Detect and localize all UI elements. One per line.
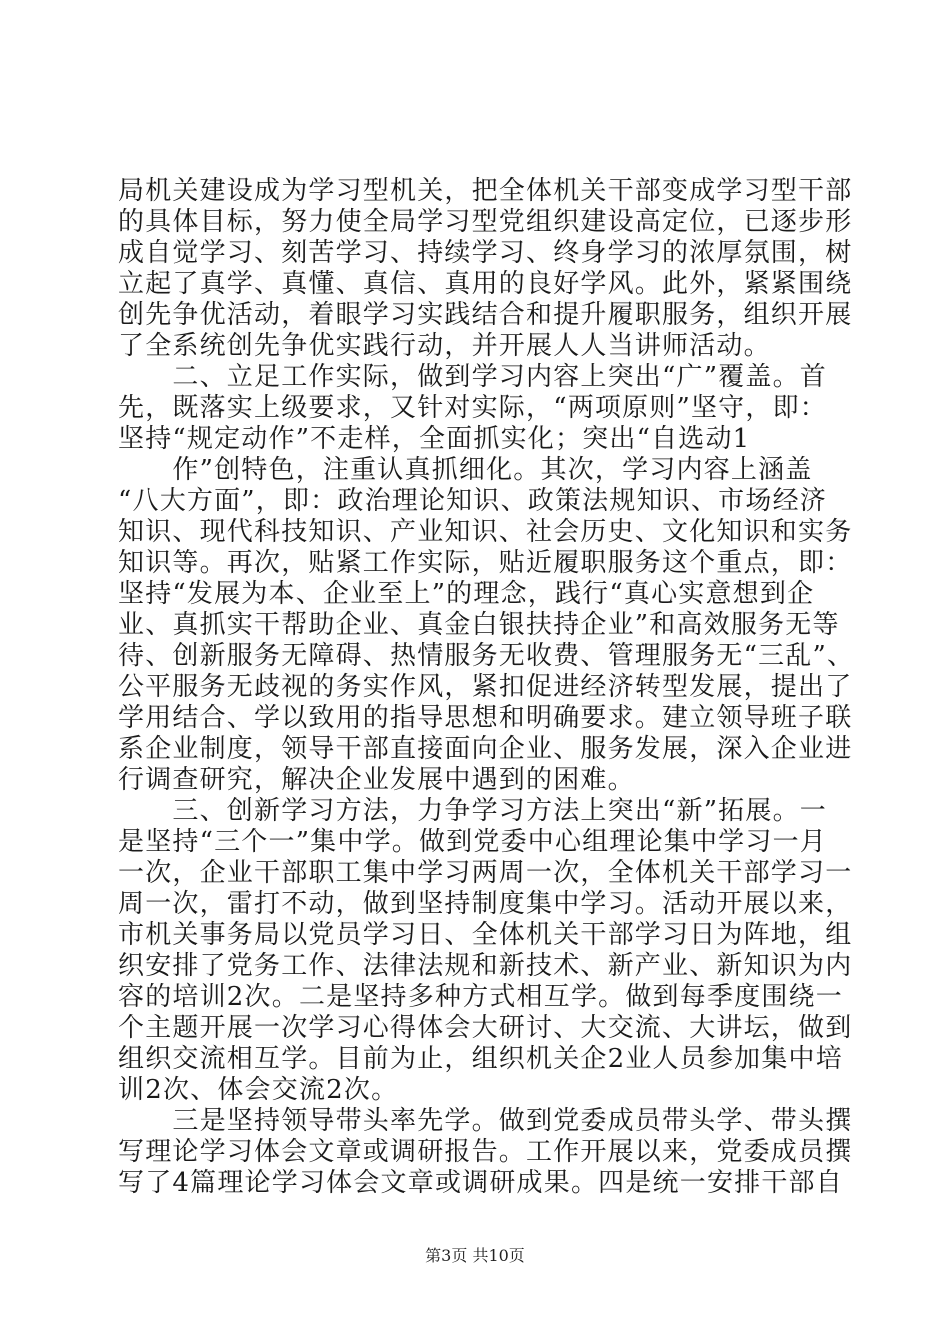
text-line: 行调查研究，解决企业发展中遇到的困难。 (118, 765, 635, 795)
text-line: 成自觉学习、刻苦学习、持续学习、终身学习的浓厚氛围，树 (118, 238, 853, 268)
text-line: 写了4篇理论学习体会文章或调研成果。四是统一安排干部自 (118, 1168, 843, 1198)
text-line: 创先争优活动，着眼学习实践结合和提升履职服务，组织开展 (118, 300, 853, 330)
text-line: 写理论学习体会文章或调研报告。工作开展以来，党委成员撰 (118, 1137, 853, 1167)
text-line: 作”创特色，注重认真抓细化。其次，学习内容上涵盖 (118, 455, 813, 485)
text-line: 是坚持“三个一”集中学。做到党委中心组理论集中学习一月 (118, 827, 827, 857)
text-line: 待、创新服务无障碍、热情服务无收费、管理服务无“三乱”、 (118, 641, 855, 671)
text-line: 了全系统创先争优实践行动，并开展人人当讲师活动。 (118, 331, 771, 361)
text-line: 组织交流相互学。目前为止，组织机关企2业人员参加集中培 (118, 1044, 843, 1074)
text-line: 公平服务无歧视的务实作风，紧扣促进经济转型发展，提出了 (118, 672, 853, 702)
page-number-footer: 第3页 共10页 (425, 1246, 525, 1265)
text-line: 知识、现代科技知识、产业知识、社会历史、文化知识和实务 (118, 517, 853, 547)
text-line: 的具体目标，努力使全局学习型党组织建设高定位，已逐步形 (118, 207, 853, 237)
text-line: 训2次、体会交流2次。 (118, 1075, 399, 1105)
text-line: 容的培训2次。二是坚持多种方式相互学。做到每季度围绕一 (118, 982, 843, 1012)
text-line: 坚持“规定动作”不走样，全面抓实化；突出“自选动1 (118, 424, 751, 454)
text-line: 周一次，雷打不动，做到坚持制度集中学习。活动开展以来， (118, 889, 853, 919)
text-line: 个主题开展一次学习心得体会大研讨、大交流、大讲坛，做到 (118, 1013, 853, 1043)
text-line: 三是坚持领导带头率先学。做到党委成员带头学、带头撰 (118, 1106, 853, 1136)
text-line: 市机关事务局以党员学习日、全体机关干部学习日为阵地，组 (118, 920, 853, 950)
text-line: 局机关建设成为学习型机关，把全体机关干部变成学习型干部 (118, 176, 853, 206)
text-line: 知识等。再次，贴紧工作实际，贴近履职服务这个重点，即： (118, 548, 853, 578)
text-line: 坚持“发展为本、企业至上”的理念，践行“真心实意想到企 (118, 579, 815, 609)
text-line: “八大方面”，即：政治理论知识、政策法规知识、市场经济 (118, 486, 827, 516)
text-line: 织安排了党务工作、法律法规和新技术、新产业、新知识为内 (118, 951, 853, 981)
text-line: 先，既落实上级要求，又针对实际，“两项原则”坚守，即： (118, 393, 827, 423)
text-line: 二、立足工作实际，做到学习内容上突出“广”覆盖。首 (118, 362, 827, 392)
text-line: 三、创新学习方法，力争学习方法上突出“新”拓展。一 (118, 796, 827, 826)
text-line: 一次，企业干部职工集中学习两周一次，全体机关干部学习一 (118, 858, 853, 888)
text-line: 系企业制度，领导干部直接面向企业、服务发展，深入企业进 (118, 734, 853, 764)
text-line: 业、真抓实干帮助企业、真金白银扶持企业”和高效服务无等 (118, 610, 840, 640)
text-line: 立起了真学、真懂、真信、真用的良好学风。此外，紧紧围绕 (118, 269, 853, 299)
text-line: 学用结合、学以致用的指导思想和明确要求。建立领导班子联 (118, 703, 853, 733)
